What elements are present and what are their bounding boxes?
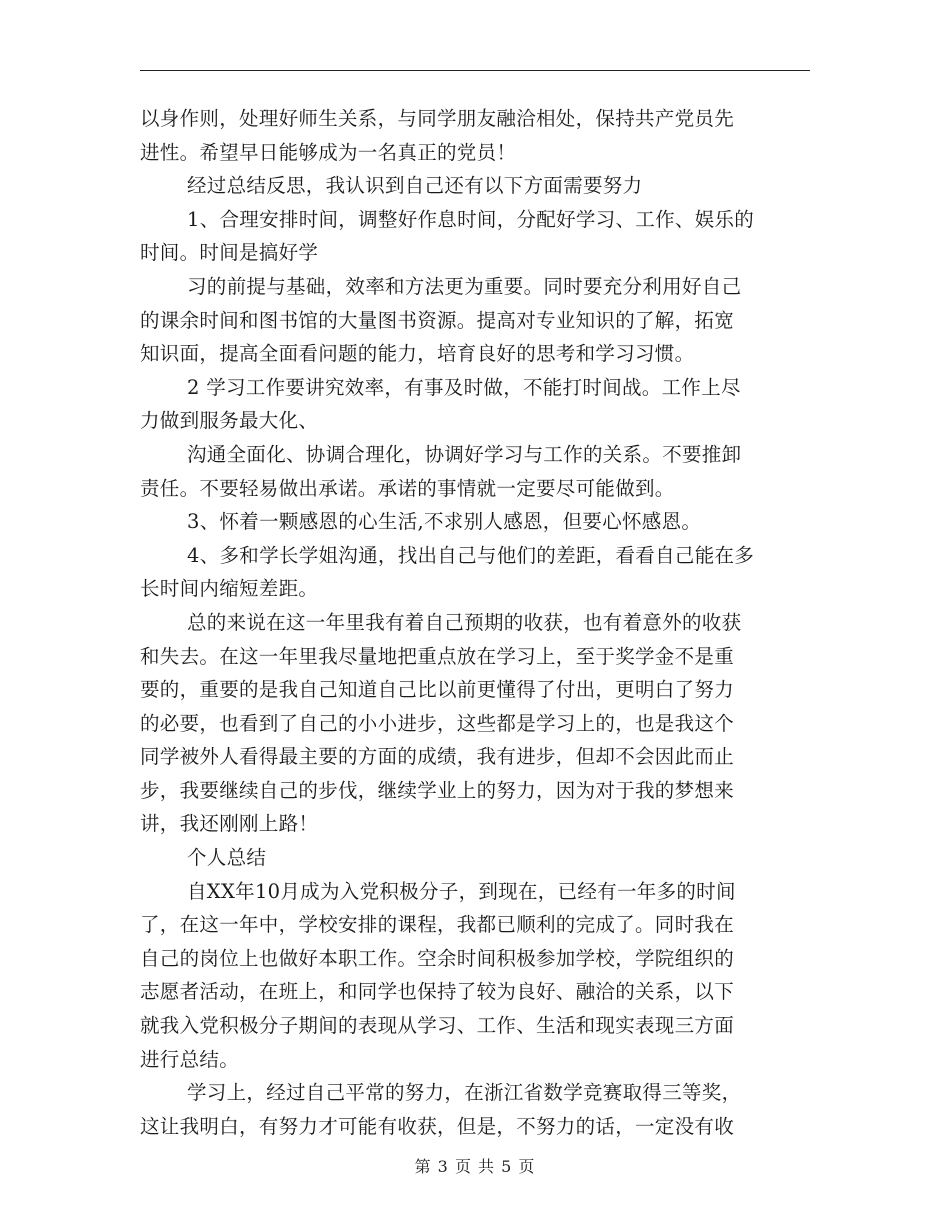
text-line: 讲，我还刚刚上路！ (140, 812, 319, 836)
text-line: 要的，重要的是我自己知道自己比以前更懂得了付出，更明白了努力 (140, 678, 735, 702)
text-line: 学习上，经过自己平常的努力，在浙江省数学竞赛取得三等奖， (187, 1081, 742, 1105)
text-line: 时间。时间是搞好学 (140, 241, 319, 265)
text-line: 同学被外人看得最主要的方面的成绩，我有进步，但却不会因此而止 (140, 745, 735, 769)
text-line: 力做到服务最大化、 (140, 409, 319, 433)
text-line: 和失去。在这一年里我尽量地把重点放在学习上，至于奖学金不是重 (140, 644, 735, 668)
text-line: 志愿者活动，在班上，和同学也保持了较为良好、融洽的关系，以下 (140, 980, 735, 1004)
text-line: 习的前提与基础，效率和方法更为重要。同时要充分利用好自己 (187, 274, 742, 298)
text-line: 3、怀着一颗感恩的心生活,不求别人感恩，但要心怀感恩。 (187, 510, 702, 534)
text-line: 沟通全面化、协调合理化，协调好学习与工作的关系。不要推卸 (187, 442, 742, 466)
text-line: 知识面，提高全面看问题的能力，培育良好的思考和学习习惯。 (140, 342, 695, 366)
text-line: 进行总结。 (140, 1047, 240, 1071)
page-footer: 第 3 页 共 5 页 (414, 1157, 536, 1176)
text-line: 的必要，也看到了自己的小小进步，这些都是学习上的，也是我这个 (140, 711, 735, 735)
text-line: 这让我明白，有努力才可能有收获，但是，不努力的话，一定没有收 (140, 1114, 735, 1138)
text-line: 就我入党积极分子期间的表现从学习、工作、生活和现实表现三方面 (140, 1014, 735, 1038)
text-line: 2 学习工作要讲究效率，有事及时做，不能打时间战。工作上尽 (187, 375, 741, 399)
header-rule (140, 70, 810, 71)
text-line: 进性。希望早日能够成为一名真正的党员！ (140, 140, 517, 164)
text-line: 的课余时间和图书馆的大量图书资源。提高对专业知识的了解，拓宽 (140, 308, 735, 332)
text-line: 了，在这一年中，学校安排的课程，我都已顺利的完成了。同时我在 (140, 913, 735, 937)
text-line: 4、多和学长学姐沟通，找出自己与他们的差距，看看自己能在多 (187, 543, 755, 567)
text-line: 长时间内缩短差距。 (140, 577, 319, 601)
text-line: 经过总结反思，我认识到自己还有以下方面需要努力 (187, 174, 643, 198)
text-line: 步，我要继续自己的步伐，继续学业上的努力，因为对于我的梦想来 (140, 778, 735, 802)
document-body (140, 102, 810, 1143)
text-line: 总的来说在这一年里我有着自己预期的收获，也有着意外的收获 (187, 610, 742, 634)
text-line: 自XX年10月成为入党积极分子，到现在，已经有一年多的时间 (187, 879, 736, 903)
text-line: 责任。不要轻易做出承诺。承诺的事情就一定要尽可能做到。 (140, 476, 675, 500)
text-line: 个人总结 (187, 846, 267, 870)
text-line: 1、合理安排时间，调整好作息时间，分配好学习、工作、娱乐的 (187, 207, 755, 231)
text-line: 自己的岗位上也做好本职工作。空余时间积极参加学校，学院组织的 (140, 946, 735, 970)
text-line: 以身作则，处理好师生关系，与同学朋友融洽相处，保持共产党员先 (140, 107, 735, 130)
